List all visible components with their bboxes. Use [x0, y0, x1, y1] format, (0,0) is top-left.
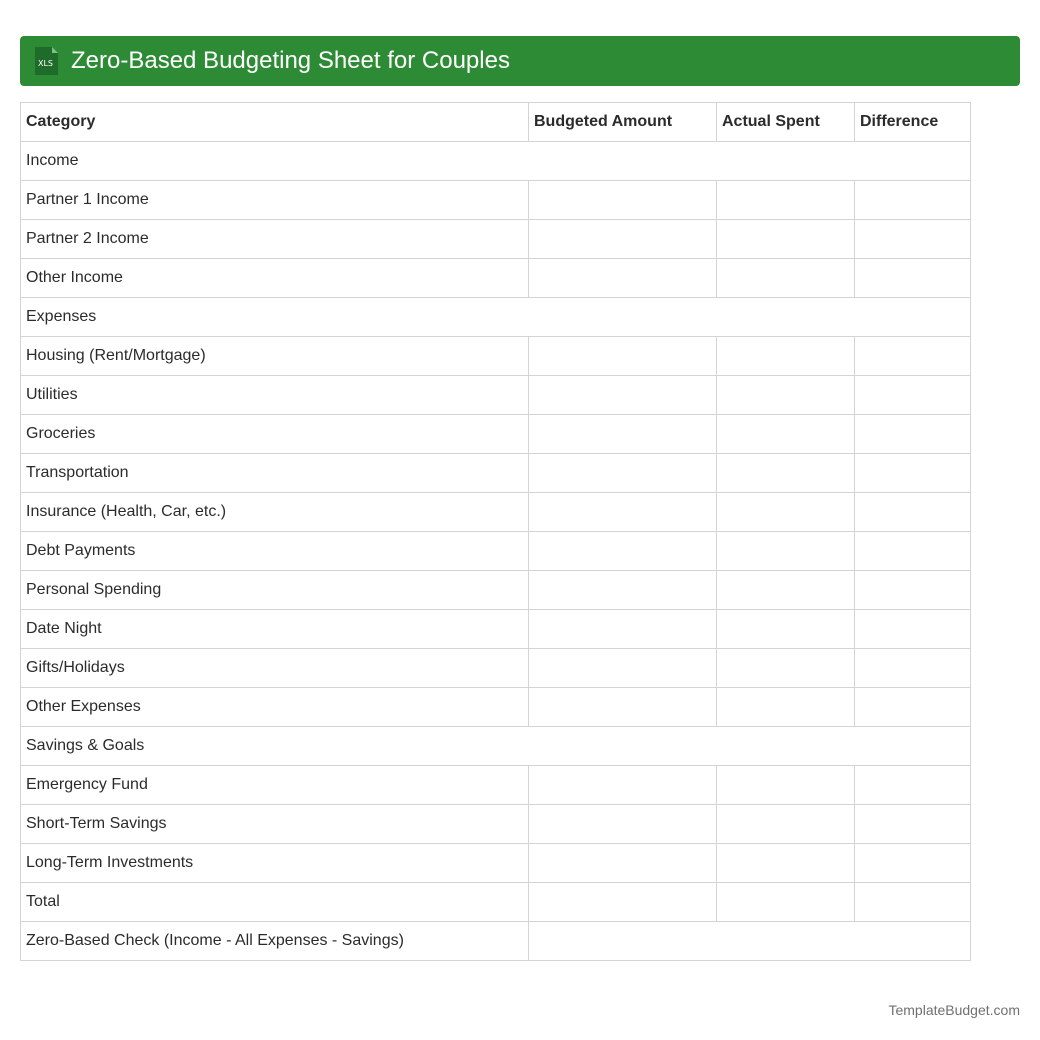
category-cell: Income [21, 142, 971, 181]
budgeted-amount-cell[interactable] [529, 688, 717, 727]
actual-spent-cell[interactable] [717, 220, 855, 259]
title-banner [20, 36, 1020, 86]
budgeted-amount-cell[interactable] [529, 181, 717, 220]
actual-spent-cell[interactable] [717, 844, 855, 883]
category-cell: Partner 2 Income [21, 220, 529, 259]
budgeted-amount-cell[interactable] [529, 844, 717, 883]
category-cell: Expenses [21, 298, 971, 337]
budgeted-amount-cell[interactable] [529, 883, 717, 922]
category-cell: Groceries [21, 415, 529, 454]
actual-spent-cell[interactable] [717, 376, 855, 415]
budgeted-amount-cell[interactable] [529, 610, 717, 649]
column-header-difference: Difference [855, 103, 971, 142]
table-row [21, 571, 971, 610]
category-cell: Gifts/Holidays [21, 649, 529, 688]
budgeted-amount-cell[interactable] [529, 337, 717, 376]
actual-spent-cell[interactable] [717, 259, 855, 298]
section-row [21, 727, 971, 766]
actual-spent-cell[interactable] [717, 805, 855, 844]
category-cell: Utilities [21, 376, 529, 415]
difference-cell[interactable] [855, 766, 971, 805]
actual-spent-cell[interactable] [717, 493, 855, 532]
actual-spent-cell[interactable] [717, 454, 855, 493]
table-row [21, 376, 971, 415]
budgeted-amount-cell[interactable] [529, 376, 717, 415]
budget-table [20, 102, 971, 961]
xls-icon-label: XLS [37, 59, 54, 68]
category-cell: Debt Payments [21, 532, 529, 571]
category-cell: Long-Term Investments [21, 844, 529, 883]
difference-cell[interactable] [855, 493, 971, 532]
xls-file-icon [32, 46, 60, 76]
category-cell: Zero-Based Check (Income - All Expenses - Savings) [21, 922, 529, 961]
table-row [21, 532, 971, 571]
check-row [21, 922, 971, 961]
actual-spent-cell[interactable] [717, 649, 855, 688]
table-row [21, 220, 971, 259]
check-value-cell[interactable] [529, 922, 971, 961]
budgeted-amount-cell[interactable] [529, 805, 717, 844]
budgeted-amount-cell[interactable] [529, 649, 717, 688]
budgeted-amount-cell[interactable] [529, 532, 717, 571]
actual-spent-cell[interactable] [717, 181, 855, 220]
actual-spent-cell[interactable] [717, 883, 855, 922]
column-header-budgeted-amount: Budgeted Amount [529, 103, 717, 142]
table-row [21, 883, 971, 922]
difference-cell[interactable] [855, 415, 971, 454]
actual-spent-cell[interactable] [717, 610, 855, 649]
table-row [21, 454, 971, 493]
table-row [21, 844, 971, 883]
category-cell: Insurance (Health, Car, etc.) [21, 493, 529, 532]
category-cell: Total [21, 883, 529, 922]
category-cell: Emergency Fund [21, 766, 529, 805]
difference-cell[interactable] [855, 259, 971, 298]
difference-cell[interactable] [855, 337, 971, 376]
category-cell: Other Income [21, 259, 529, 298]
budgeted-amount-cell[interactable] [529, 766, 717, 805]
category-cell: Partner 1 Income [21, 181, 529, 220]
table-body [21, 142, 971, 961]
budgeted-amount-cell[interactable] [529, 220, 717, 259]
category-cell: Date Night [21, 610, 529, 649]
table-row [21, 493, 971, 532]
difference-cell[interactable] [855, 883, 971, 922]
difference-cell[interactable] [855, 571, 971, 610]
category-cell: Personal Spending [21, 571, 529, 610]
budgeted-amount-cell[interactable] [529, 259, 717, 298]
section-row [21, 298, 971, 337]
actual-spent-cell[interactable] [717, 415, 855, 454]
difference-cell[interactable] [855, 844, 971, 883]
table-row [21, 805, 971, 844]
category-cell: Savings & Goals [21, 727, 971, 766]
difference-cell[interactable] [855, 376, 971, 415]
difference-cell[interactable] [855, 532, 971, 571]
category-cell: Short-Term Savings [21, 805, 529, 844]
table-row [21, 688, 971, 727]
table-row [21, 415, 971, 454]
table-row [21, 337, 971, 376]
difference-cell[interactable] [855, 181, 971, 220]
actual-spent-cell[interactable] [717, 766, 855, 805]
difference-cell[interactable] [855, 649, 971, 688]
difference-cell[interactable] [855, 220, 971, 259]
actual-spent-cell[interactable] [717, 571, 855, 610]
budgeted-amount-cell[interactable] [529, 571, 717, 610]
category-cell: Other Expenses [21, 688, 529, 727]
difference-cell[interactable] [855, 610, 971, 649]
difference-cell[interactable] [855, 688, 971, 727]
column-header-actual-spent: Actual Spent [717, 103, 855, 142]
table-row [21, 181, 971, 220]
table-row [21, 649, 971, 688]
table-row [21, 259, 971, 298]
category-cell: Transportation [21, 454, 529, 493]
budgeted-amount-cell[interactable] [529, 493, 717, 532]
budgeted-amount-cell[interactable] [529, 415, 717, 454]
table-row [21, 610, 971, 649]
difference-cell[interactable] [855, 454, 971, 493]
actual-spent-cell[interactable] [717, 337, 855, 376]
budgeted-amount-cell[interactable] [529, 454, 717, 493]
table-row [21, 766, 971, 805]
category-cell: Housing (Rent/Mortgage) [21, 337, 529, 376]
page-title: Zero-Based Budgeting Sheet for Couples [71, 47, 510, 74]
footer-brand: TemplateBudget.com [888, 1002, 1020, 1018]
section-row [21, 142, 971, 181]
table-header-row [21, 103, 971, 142]
difference-cell[interactable] [855, 805, 971, 844]
actual-spent-cell[interactable] [717, 532, 855, 571]
column-header-category: Category [21, 103, 529, 142]
actual-spent-cell[interactable] [717, 688, 855, 727]
